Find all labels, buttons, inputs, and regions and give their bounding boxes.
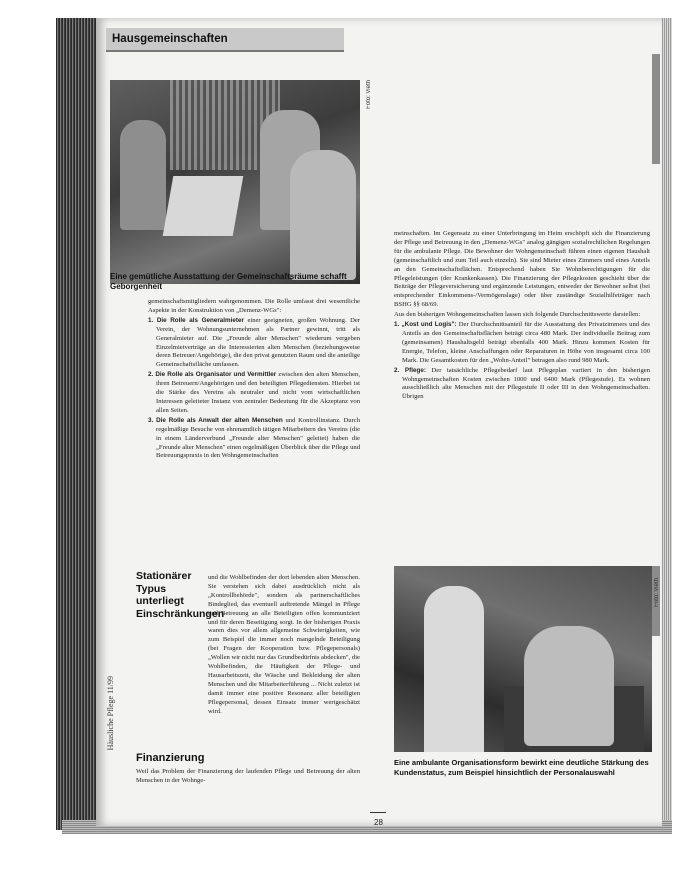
list-text: einer geeigneten, großen Wohnung. Der Verein, der Wohnungsunternehmen als Partner gewinnt, tritt als Generalmieter auf. Die „Freunde alter Menschen" wiederum vergeben Einzelmietverträge an die Interessierten alten Menschen (beziehungsweise deren Betreuer/Angehörige), die den privat genutzten Raum und die anteilige Gemeinschaftsfläche umfassen. — [156, 316, 360, 369]
list-item — [148, 317, 360, 370]
list-heading: 1. „Kost und Logis": — [394, 321, 457, 329]
section-heading-financing: Finanzierung — [136, 752, 205, 764]
list-item — [148, 371, 360, 416]
text-column-financing — [136, 768, 360, 787]
paragraph: gemeinschaftsmitgliedern wahrgenommen. Die Rolle umfasst drei wesentliche Aspekte in der Konstruktion von „Demenz-WGs": — [148, 298, 360, 314]
list-heading: 1. Die Rolle als Generalmieter — [148, 316, 244, 324]
edge-marker — [652, 54, 660, 164]
text-column-left — [148, 298, 360, 462]
paragraph: Aus den bisherigen Wohngemeinschaften lassen sich folgende Durchschnittswerte darstellen: — [394, 311, 641, 319]
photo-person — [120, 120, 166, 230]
paragraph: meinschaften. Im Gegensatz zu einer Unterbringung im Heim erschöpft sich die Finanzierung der Pflege und Betreuung in den „Demenz-WGs" analog gängigen sozialrechtlichen Regelungen für die ambulante Pflege. Die Bewohner der Wohngemeinschaft führen einen eigenen Haushalt (gemeinschaftlich und zum Teil auch einzeln). Sie sind Mieter eines Zimmers und eines Anteils an den Gemeinschaftsflächen. Entsprechend haben Sie Wohnberechtigungen für die Pflegeleistungen (der Krankenkassen). Die Finanzierung der Pflegekosten geschieht über die Beiträge der Pflegeversicherung und ergänzende Leistungen, entweder der Bewohner selbst (bei entsprechender Einkommens-/Vermögenslage) oder über zuständige Sozialhilfeträger nach BSHG §§ 68/69. — [394, 230, 650, 309]
figure-caption: Eine gemütliche Ausstattung der Gemeinschaftsräume schafft Geborgenheit — [110, 272, 347, 291]
paragraph: und die Wohlbefinden der dort lebenden alten Menschen. Sie verstehen sich dabei ausdrücklich nicht als „Kontrollbehörde", sondern als partnerschaftliches Bindeglied, das eventuell auftretende Mängel in Pflege und Betreuung an alle Beteiligten offen kommuniziert und für deren Beseitigung sorgt. In der bisherigen Praxis waren dies vor allem allgemeine Schwierigkeiten, wie zum Beispiel die immer noch mangelnde Beteiligung (bei Fragen der Kooperation bzw. Pflegepersonals) „Wollen wir nicht nur das Grundbedürfnis abdecken", die Wohlbefinden, die Häufigkeit der Pflege- und Hausarbeitszeit, die Wäsche und Bekleidung der alten Menschen und die Mitarbeiterführung ... Nicht zuletzt ist damit immer eine positive Resonanz aller beteiligten Pflegepersonal, dessen Einsatz immer wertgeschätzt wird. — [208, 574, 360, 715]
text-column-right — [394, 230, 650, 403]
photo-table — [163, 176, 244, 236]
photo-credit: Foto: Vieth — [654, 578, 660, 607]
section-header: Hausgemeinschaften — [106, 28, 344, 52]
list-text: zwischen den alten Menschen, ihren Betreuern/Angehörigen und den beteiligten Pflegediensten. Hierbei ist die Stärke des Vereins als neutraler und nicht vom wirtschaftlichen Interessen geleiteter Instanz von zentraler Bedeutung für die Akzeptanz von allen Seiten. — [156, 371, 360, 414]
photo-ambulant-care — [394, 566, 652, 752]
list-text: und Kontrollinstanz. Durch regelmäßige Besuche von ehrenamtlich tätigen Mitarbeitern des Vereins (die in einem Länderverbund „Freunde alter Menschen" geleitet) haben die „Freunde alter Menschen" einen regelmäßigen Überblick über die Pflege und Betreuungspraxis in den Wohngemeinschaften — [156, 416, 360, 460]
text-column-continuation — [208, 574, 360, 718]
list-heading: 3. Die Rolle als Anwalt der alten Menschen — [148, 416, 283, 424]
book-page — [96, 18, 662, 826]
photo-person — [424, 586, 484, 752]
list-text: Der Durchschnittsanteil für die Ausstattung des Privatzimmers und des Anteils an den Gemeinschaftsflächen beträgt circa 480 Mark. Der individuelle Beitrag zum (gemeinsamen) Haushaltsgeld beträgt ebenfalls 400 Mark. Hinzu kommen Kosten für Energie, Telefon, kleine Anschaffungen oder Reparaturen in Höhe von insgesamt circa 100 Mark. Die Gesamtkosten für den „Wohn-Anteil" betragen also rund 980 Mark. — [402, 321, 651, 364]
list-heading: 2. Pflege: — [394, 366, 426, 374]
photo-person — [524, 626, 614, 746]
photo-common-room — [110, 80, 360, 284]
photo-person — [290, 150, 356, 280]
side-heading: Stationärer Typus unterliegt Einschränkungen — [136, 570, 225, 620]
list-item — [148, 417, 360, 462]
paragraph: Weil das Problem der Finanzierung der laufenden Pflege und Betreuung der alten Menschen in der Wohnge- — [136, 768, 360, 784]
journal-margin-note: Häusliche Pflege 11/99 — [106, 676, 115, 751]
page-number-rule — [370, 812, 386, 813]
list-heading: 2. Die Rolle als Organisator und Vermittler — [148, 371, 277, 379]
photo-credit: Foto: Vieth — [366, 80, 372, 109]
list-item — [394, 367, 650, 403]
figure-caption: Eine ambulante Organisationsform bewirkt eine deutliche Stärkung des Kundenstatus, zum Beispiel hinsichtlich der Personalauswahl — [394, 758, 649, 777]
list-item — [394, 321, 650, 366]
list-text: Der tatsächliche Pflegebedarf laut Pflegeplan variiert in den bisherigen Wohngemeinschaften Kosten zwischen 1000 und 6400 Mark (Pflegestufe). Es wohnen ausschließlich alte Menschen mit der Pflegestufe II oder III in den Wohngemeinschaften. Übrigen — [402, 366, 650, 401]
page-number: 28 — [374, 818, 383, 827]
